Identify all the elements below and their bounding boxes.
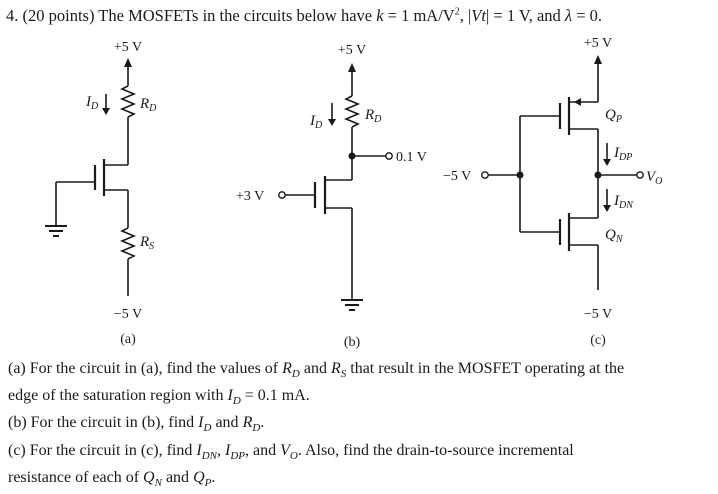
part-c-and: and bbox=[161, 468, 194, 486]
circuit-c-supply-bottom: −5 V bbox=[583, 307, 613, 322]
circuit-b-node-dot bbox=[349, 153, 356, 160]
circuit-c-idp-label: $I_{DP}$ bbox=[614, 145, 633, 163]
part-b-rd: R bbox=[242, 414, 253, 432]
circuit-b bbox=[285, 63, 386, 310]
circuit-c-input-dot bbox=[517, 172, 524, 179]
part-a-id-sub: D bbox=[232, 395, 241, 408]
circuit-b-supply-arrow bbox=[348, 63, 356, 72]
circuit-b-supply-top: +5 V bbox=[337, 43, 367, 58]
circuit-a-current-arrow bbox=[102, 108, 110, 115]
part-c bbox=[8, 440, 714, 494]
circuit-a-supply-arrow bbox=[124, 58, 132, 67]
circuit-c-qp-label: $Q_P$ bbox=[605, 107, 622, 125]
part-a-line2: edge of the saturation region with bbox=[8, 387, 228, 405]
param-k-exponent: 2 bbox=[454, 6, 460, 18]
circuit-b-caption: (b) bbox=[343, 335, 361, 350]
circuit-c-vo-terminal bbox=[637, 172, 643, 178]
question-points: (20 points) bbox=[22, 6, 95, 25]
circuit-c-qp-arrow bbox=[574, 98, 581, 106]
part-a-rs: R bbox=[330, 360, 341, 377]
circuit-a-rd-resistor bbox=[122, 86, 134, 117]
circuit-b-current-arrow bbox=[328, 119, 336, 126]
param-separator: , | bbox=[459, 6, 472, 25]
part-a-text: (a) For the circuit in (a), find the values of bbox=[8, 360, 283, 377]
circuit-c-idn-label: $I_{DN}$ bbox=[614, 193, 633, 211]
part-b-id: I bbox=[198, 414, 204, 432]
circuit-a-supply-top: +5 V bbox=[113, 40, 143, 55]
part-c-line2-end: . bbox=[211, 468, 216, 486]
circuit-a-rs-resistor bbox=[122, 228, 134, 259]
question-statement: The MOSFETs in the circuits below have bbox=[98, 6, 377, 25]
param-vt: Vt bbox=[471, 6, 486, 25]
circuit-c-supply-top: +5 V bbox=[583, 36, 613, 51]
circuit-b-node-terminal bbox=[386, 153, 392, 159]
part-a-rs-sub: S bbox=[340, 368, 347, 381]
circuit-c-idp-arrow bbox=[603, 159, 611, 166]
circuit-a-rs-label: $R_S$ bbox=[140, 234, 155, 252]
part-b-id-sub: D bbox=[203, 422, 212, 435]
circuit-c-gate-voltage: −5 V bbox=[443, 169, 472, 184]
param-vt-value: | = 1 V, and bbox=[485, 6, 565, 25]
part-b bbox=[8, 412, 714, 439]
circuit-a-caption: (a) bbox=[120, 332, 136, 347]
param-lambda-value: = 0. bbox=[572, 6, 602, 25]
part-a-and: and bbox=[299, 360, 331, 377]
part-c-text: (c) For the circuit in (c), find bbox=[8, 441, 197, 459]
part-c-sep1: , bbox=[216, 441, 225, 459]
param-lambda: λ bbox=[564, 6, 573, 25]
circuit-c-output-dot bbox=[595, 172, 602, 179]
part-c-sep2: , and bbox=[244, 441, 281, 459]
part-c-line2: resistance of each of bbox=[8, 468, 144, 486]
question-parts bbox=[8, 358, 714, 494]
circuit-b-rd-resistor bbox=[346, 96, 358, 127]
param-k-value: = 1 mA/V bbox=[383, 6, 455, 25]
part-c-idn-sub: DN bbox=[201, 449, 217, 462]
part-a-text-end: that result in the MOSFET operating at the bbox=[346, 360, 625, 377]
circuit-c-qn-label: $Q_N$ bbox=[605, 227, 623, 245]
circuit-a-supply-bottom: −5 V bbox=[113, 307, 143, 322]
part-b-and: and bbox=[211, 414, 243, 432]
part-a-id: I bbox=[227, 387, 233, 405]
part-c-vo: V bbox=[280, 441, 290, 459]
param-k: k bbox=[376, 6, 384, 25]
part-b-end: . bbox=[260, 414, 265, 432]
circuit-b-rd-label: $R_D$ bbox=[365, 107, 382, 125]
circuit-c bbox=[488, 55, 637, 290]
circuit-c-supply-arrow bbox=[594, 55, 602, 64]
circuit-c-caption: (c) bbox=[590, 333, 606, 348]
circuit-a-current-label: $I_D$ bbox=[86, 94, 99, 112]
part-a-line2-end: = 0.1 mA. bbox=[240, 387, 310, 405]
circuit-b-current-label: $I_D$ bbox=[310, 113, 323, 131]
circuit-b-gate-voltage: +3 V bbox=[236, 189, 265, 204]
part-a-rd: R bbox=[282, 360, 292, 377]
part-a bbox=[8, 358, 714, 412]
part-b-text: (b) For the circuit in (b), find bbox=[8, 414, 199, 432]
part-c-vo-sub: O bbox=[289, 449, 298, 462]
part-b-rd-sub: D bbox=[252, 422, 261, 435]
circuit-c-vo-label: $V_O$ bbox=[646, 169, 663, 187]
circuit-c-idn-arrow bbox=[603, 205, 611, 212]
part-c-qn: Q bbox=[143, 468, 155, 486]
question-number: 4. bbox=[6, 6, 19, 25]
part-c-qp-sub: P bbox=[204, 476, 212, 489]
part-a-rd-sub: D bbox=[291, 368, 300, 381]
part-c-idp: I bbox=[224, 441, 231, 459]
circuit-a-rd-label: $R_D$ bbox=[140, 96, 157, 114]
part-c-qn-sub: N bbox=[154, 476, 162, 489]
part-c-idp-sub: DP bbox=[230, 449, 245, 462]
circuit-b-node-voltage: 0.1 V bbox=[396, 150, 427, 165]
circuit-c-gate-terminal bbox=[482, 172, 488, 178]
circuit-b-gate-terminal bbox=[279, 192, 285, 198]
part-c-idn: I bbox=[196, 441, 202, 459]
part-c-text-end: . Also, find the drain-to-source incremental bbox=[297, 441, 574, 459]
part-c-qp: Q bbox=[193, 468, 205, 486]
